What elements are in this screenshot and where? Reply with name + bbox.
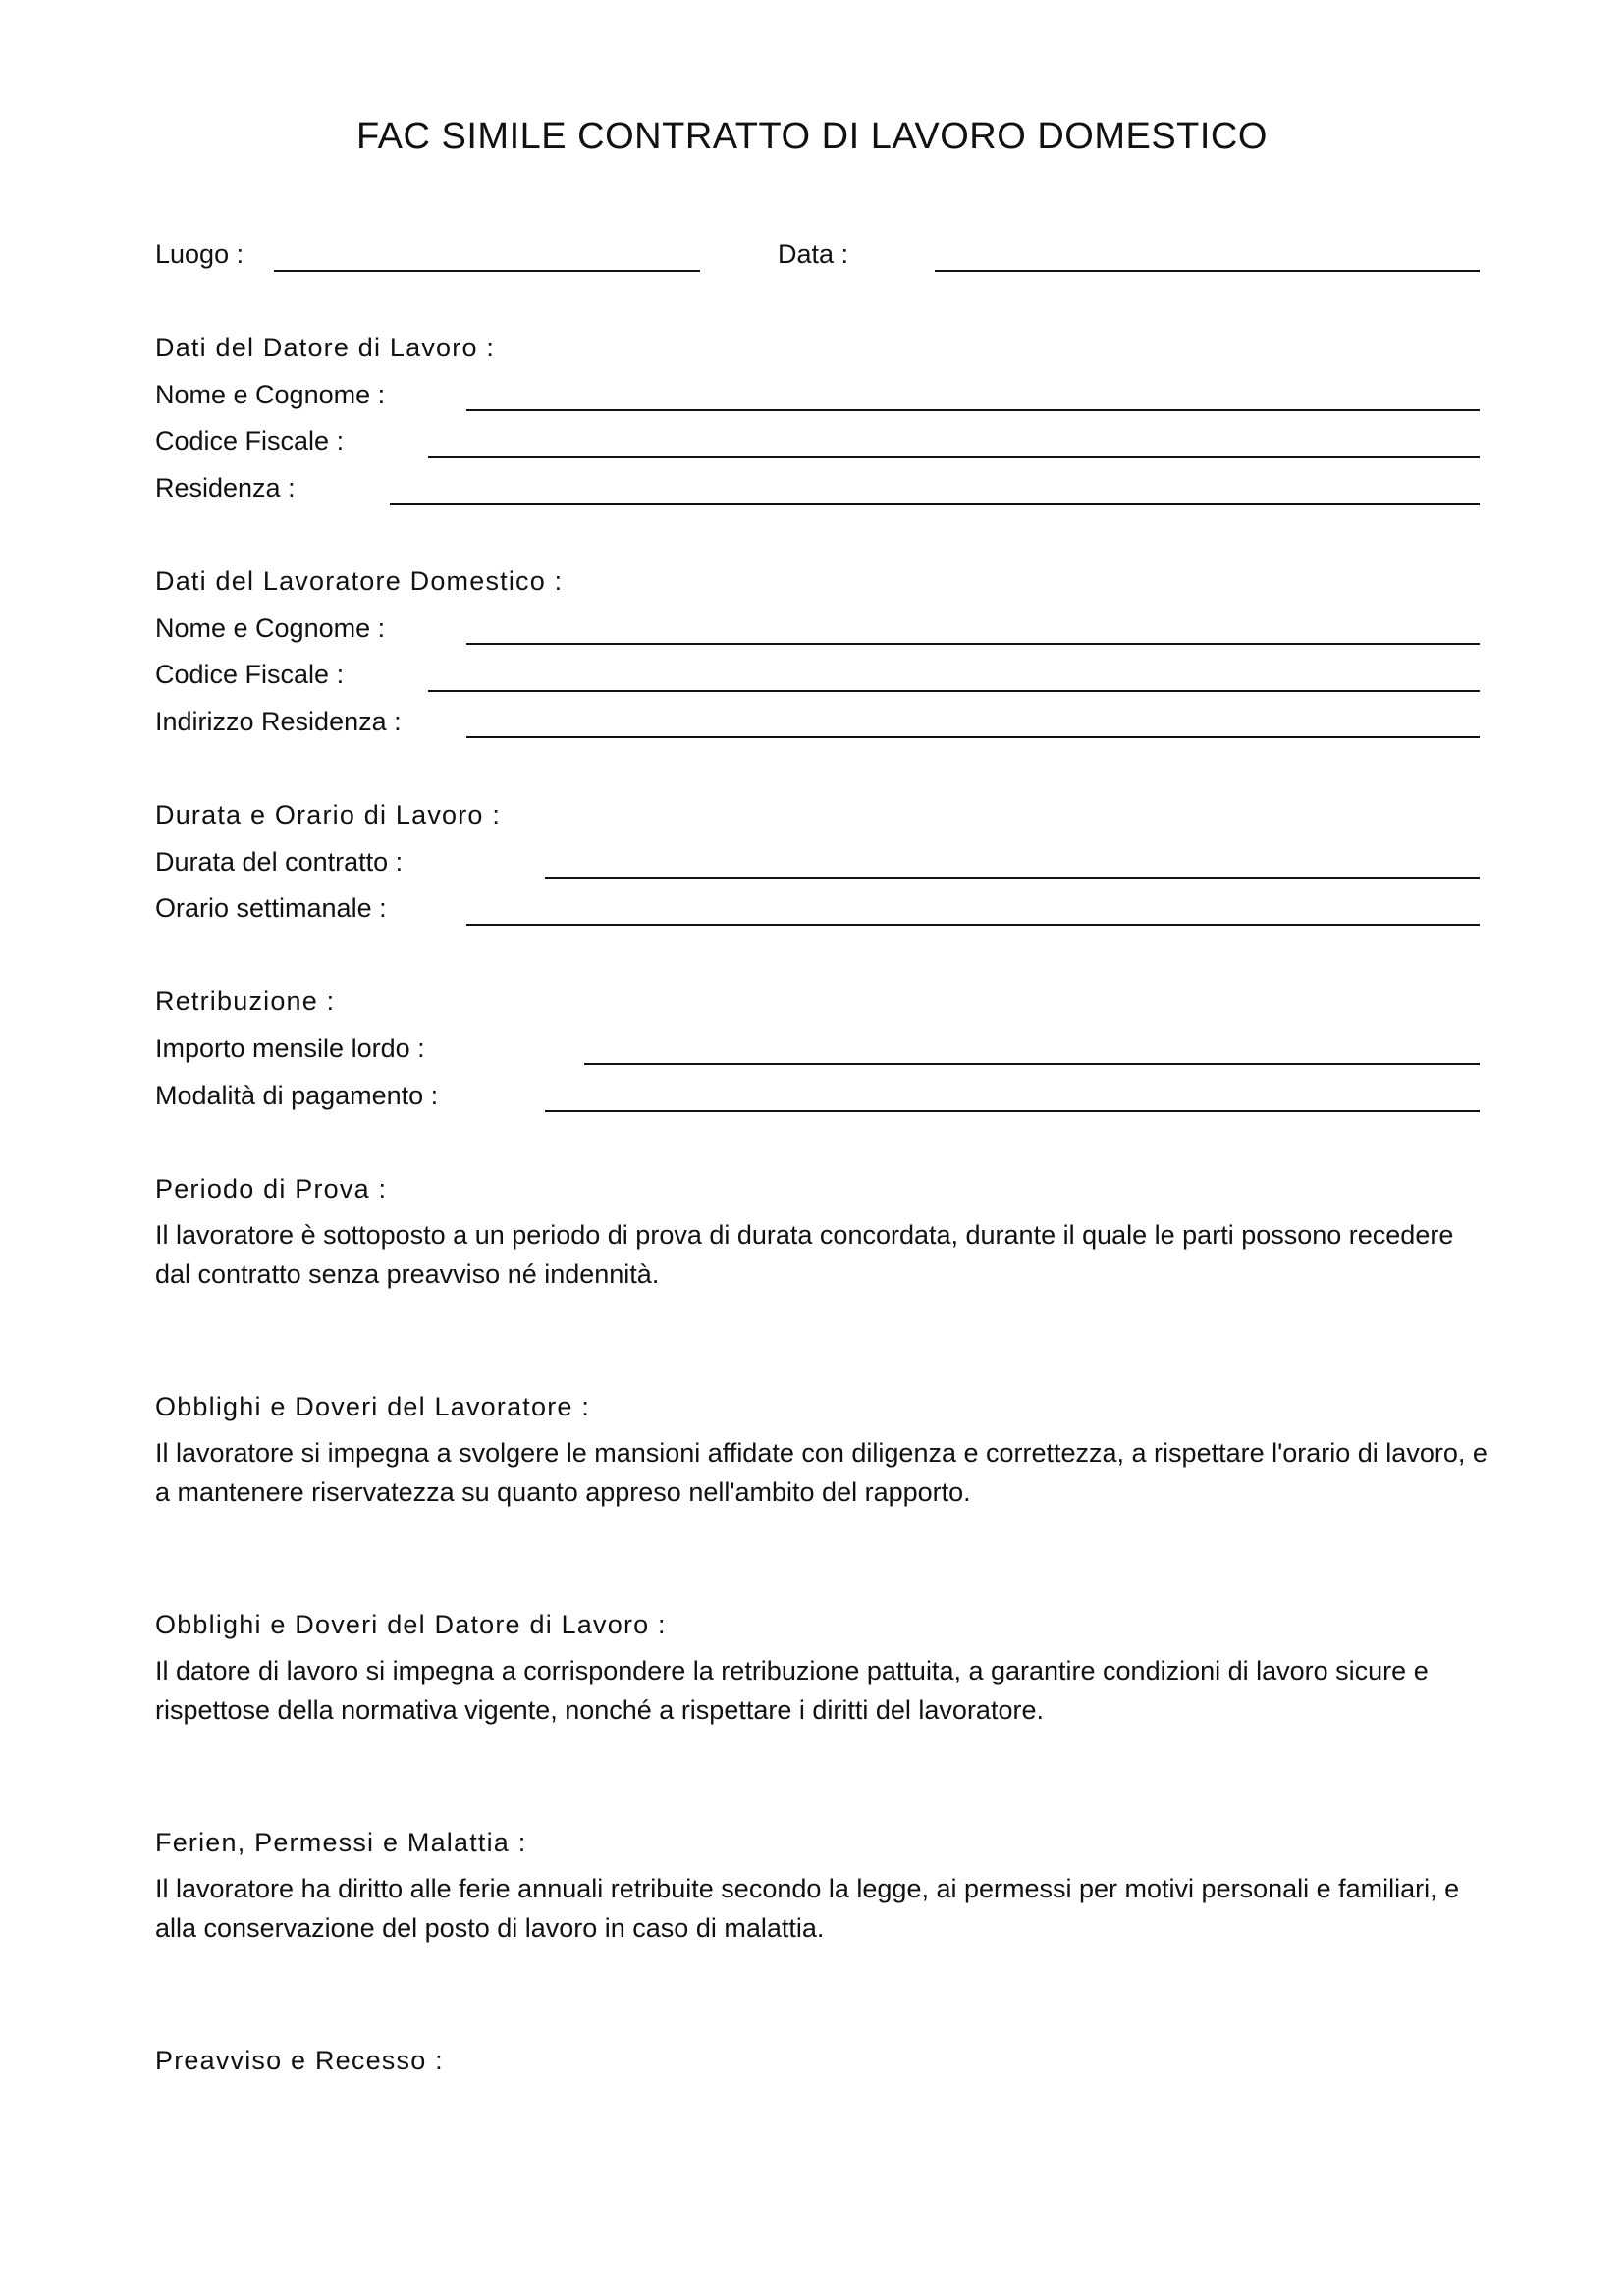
employer-residence-field[interactable]	[390, 503, 1480, 505]
place-label: Luogo :	[155, 240, 244, 269]
worker-tax-code-field[interactable]	[428, 690, 1480, 692]
worker-section-heading: Dati del Lavoratore Domestico :	[155, 566, 564, 596]
worker-duties-heading: Obblighi e Doveri del Lavoratore :	[155, 1392, 591, 1421]
page-title: FAC SIMILE CONTRATTO DI LAVORO DOMESTICO	[356, 116, 1268, 157]
employer-duties-heading: Obblighi e Doveri del Datore di Lavoro :	[155, 1610, 667, 1639]
weekly-hours-label: Orario settimanale :	[155, 893, 387, 923]
payment-method-field[interactable]	[545, 1110, 1480, 1112]
employer-residence-label: Residenza :	[155, 473, 296, 503]
employer-tax-code-field[interactable]	[428, 456, 1480, 458]
gross-monthly-label: Importo mensile lordo :	[155, 1034, 425, 1063]
leave-heading: Ferien, Permessi e Malattia :	[155, 1828, 527, 1857]
employer-tax-code-label: Codice Fiscale :	[155, 426, 345, 455]
worker-name-label: Nome e Cognome :	[155, 614, 386, 643]
employer-section-heading: Dati del Datore di Lavoro :	[155, 333, 496, 362]
worker-address-label: Indirizzo Residenza :	[155, 707, 402, 736]
probation-text: Il lavoratore è sottoposto a un periodo di prova di durata concordata, durante il quale le parti possono recedere dal contratto senza preavviso né indennità.	[155, 1220, 1454, 1289]
worker-name-field[interactable]	[466, 643, 1480, 645]
employer-duties-text: Il datore di lavoro si impegna a corrispondere la retribuzione pattuita, a garantire condizioni di lavoro sicure e rispettose della normativa vigente, nonché a rispettare i diritti del lavoratore.	[155, 1656, 1429, 1725]
leave-text: Il lavoratore ha diritto alle ferie annuali retribuite secondo la legge, ai permessi per motivi personali e familiari, e alla conservazione del posto di lavoro in caso di malattia.	[155, 1874, 1460, 1943]
gross-monthly-field[interactable]	[584, 1063, 1480, 1065]
weekly-hours-field[interactable]	[466, 924, 1480, 926]
worker-tax-code-label: Codice Fiscale :	[155, 660, 345, 689]
contract-duration-label: Durata del contratto :	[155, 847, 404, 877]
probation-heading: Periodo di Prova :	[155, 1174, 388, 1203]
notice-heading: Preavviso e Recesso :	[155, 2046, 444, 2075]
employer-name-label: Nome e Cognome :	[155, 380, 386, 409]
duration-section-heading: Durata e Orario di Lavoro :	[155, 800, 502, 829]
place-field[interactable]	[274, 270, 700, 272]
employer-name-field[interactable]	[466, 409, 1480, 411]
worker-address-field[interactable]	[466, 736, 1480, 738]
payment-method-label: Modalità di pagamento :	[155, 1081, 439, 1110]
date-label: Data :	[778, 240, 849, 269]
salary-section-heading: Retribuzione :	[155, 987, 336, 1016]
date-field[interactable]	[935, 270, 1480, 272]
contract-duration-field[interactable]	[545, 877, 1480, 879]
worker-duties-text: Il lavoratore si impegna a svolgere le mansioni affidate con diligenza e correttezza, a rispettare l'orario di lavoro, e a mantenere riservatezza su quanto appreso nell'ambito del rapporto.	[155, 1438, 1488, 1507]
